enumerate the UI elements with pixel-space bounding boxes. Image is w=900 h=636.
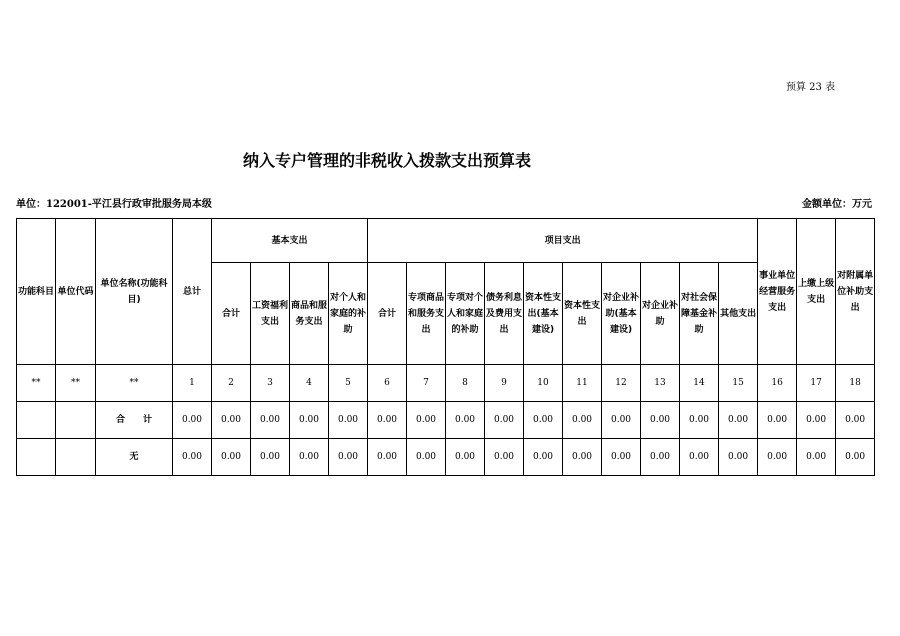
header-total: 总计 xyxy=(173,219,212,365)
header-project-col: 合计 xyxy=(368,263,407,365)
value-cell: 0.00 xyxy=(407,439,446,476)
header-basic-col: 对个人和家庭的补助 xyxy=(329,263,368,365)
value-cell: 0.00 xyxy=(797,439,836,476)
index-cell: ** xyxy=(17,365,56,402)
value-cell: 0.00 xyxy=(290,439,329,476)
value-cell: 0.00 xyxy=(446,439,485,476)
value-cell: 0.00 xyxy=(563,402,602,439)
value-cell: 0.00 xyxy=(602,439,641,476)
header-project-col: 专项商品和服务支出 xyxy=(407,263,446,365)
index-cell: 7 xyxy=(407,365,446,402)
budget-table xyxy=(16,218,875,476)
index-cell: 8 xyxy=(446,365,485,402)
index-cell: ** xyxy=(96,365,173,402)
index-cell: 2 xyxy=(212,365,251,402)
row-name: 合 计 xyxy=(96,402,173,439)
value-cell: 0.00 xyxy=(680,402,719,439)
header-row-1 xyxy=(17,219,875,263)
value-cell: 0.00 xyxy=(368,439,407,476)
amount-unit-label: 金额单位：万元 xyxy=(802,199,872,210)
value-cell: 0.00 xyxy=(680,439,719,476)
index-cell: 10 xyxy=(524,365,563,402)
value-cell: 0.00 xyxy=(524,439,563,476)
value-cell: 0.00 xyxy=(602,402,641,439)
value-cell: 0.00 xyxy=(719,439,758,476)
row-code xyxy=(56,402,96,439)
index-row xyxy=(17,365,875,402)
index-cell: 5 xyxy=(329,365,368,402)
value-cell: 0.00 xyxy=(329,439,368,476)
index-cell: ** xyxy=(56,365,96,402)
row-code xyxy=(56,439,96,476)
index-cell: 4 xyxy=(290,365,329,402)
header-tail-3: 对附属单位补助支出 xyxy=(836,219,875,365)
form-number: 预算 23 表 xyxy=(786,82,836,93)
header-code: 单位代码 xyxy=(56,219,96,365)
value-cell: 0.00 xyxy=(407,402,446,439)
index-cell: 15 xyxy=(719,365,758,402)
value-cell: 0.00 xyxy=(641,439,680,476)
value-cell: 0.00 xyxy=(173,439,212,476)
header-func: 功能科目 xyxy=(17,219,56,365)
index-cell: 18 xyxy=(836,365,875,402)
table-row xyxy=(17,402,875,439)
index-cell: 6 xyxy=(368,365,407,402)
index-cell: 17 xyxy=(797,365,836,402)
unit-label: 单位：122001-平江县行政审批服务局本级 xyxy=(16,199,212,210)
value-cell: 0.00 xyxy=(563,439,602,476)
row-func xyxy=(17,439,56,476)
header-project-col: 其他支出 xyxy=(719,263,758,365)
index-cell: 12 xyxy=(602,365,641,402)
header-basic-col: 工资福利支出 xyxy=(251,263,290,365)
value-cell: 0.00 xyxy=(836,439,875,476)
row-func xyxy=(17,402,56,439)
index-cell: 1 xyxy=(173,365,212,402)
index-cell: 11 xyxy=(563,365,602,402)
value-cell: 0.00 xyxy=(836,402,875,439)
header-tail-2: 上缴上级支出 xyxy=(797,219,836,365)
value-cell: 0.00 xyxy=(251,439,290,476)
header-project-col: 资本性支出 xyxy=(563,263,602,365)
value-cell: 0.00 xyxy=(368,402,407,439)
value-cell: 0.00 xyxy=(212,402,251,439)
value-cell: 0.00 xyxy=(758,402,797,439)
header-project-col: 对企业补助(基本建设) xyxy=(602,263,641,365)
header-project-group: 项目支出 xyxy=(368,219,758,263)
value-cell: 0.00 xyxy=(524,402,563,439)
value-cell: 0.00 xyxy=(485,402,524,439)
header-project-col: 对社会保障基金补助 xyxy=(680,263,719,365)
header-basic-col: 合计 xyxy=(212,263,251,365)
header-project-col: 专项对个人和家庭的补助 xyxy=(446,263,485,365)
header-name: 单位名称(功能科目) xyxy=(96,219,173,365)
header-project-col: 资本性支出(基本建设) xyxy=(524,263,563,365)
header-tail-1: 事业单位经营服务支出 xyxy=(758,219,797,365)
value-cell: 0.00 xyxy=(758,439,797,476)
header-project-col: 债务利息及费用支出 xyxy=(485,263,524,365)
value-cell: 0.00 xyxy=(446,402,485,439)
header-basic-group: 基本支出 xyxy=(212,219,368,263)
index-cell: 16 xyxy=(758,365,797,402)
value-cell: 0.00 xyxy=(251,402,290,439)
value-cell: 0.00 xyxy=(173,402,212,439)
row-name: 无 xyxy=(96,439,173,476)
value-cell: 0.00 xyxy=(641,402,680,439)
index-cell: 14 xyxy=(680,365,719,402)
index-cell: 13 xyxy=(641,365,680,402)
value-cell: 0.00 xyxy=(485,439,524,476)
value-cell: 0.00 xyxy=(290,402,329,439)
value-cell: 0.00 xyxy=(797,402,836,439)
value-cell: 0.00 xyxy=(719,402,758,439)
header-basic-col: 商品和服务支出 xyxy=(290,263,329,365)
value-cell: 0.00 xyxy=(329,402,368,439)
index-cell: 3 xyxy=(251,365,290,402)
value-cell: 0.00 xyxy=(212,439,251,476)
index-cell: 9 xyxy=(485,365,524,402)
header-project-col: 对企业补助 xyxy=(641,263,680,365)
page-title: 纳入专户管理的非税收入拨款支出预算表 xyxy=(242,151,531,170)
table-row xyxy=(17,439,875,476)
